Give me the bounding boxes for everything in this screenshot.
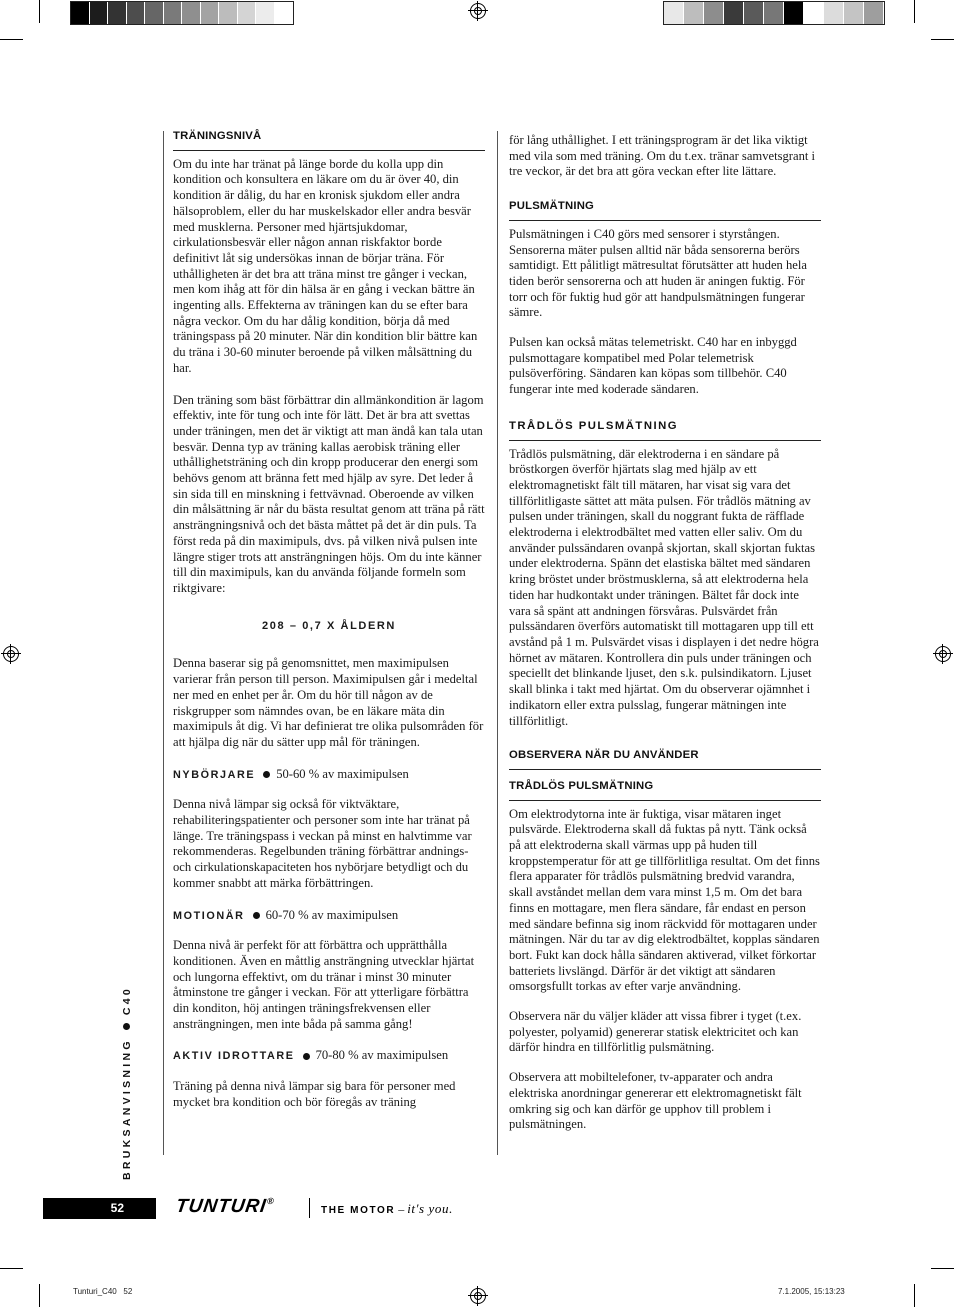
color-swatch bbox=[804, 2, 823, 24]
paragraph: Träning på denna nivå lämpar sig bara för personer med mycket bra kondition och bör föregås av träning bbox=[173, 1079, 456, 1109]
level-name: NYBÖRJARE bbox=[173, 768, 256, 781]
paragraph: Trådlös pulsmätning, där elektroderna i en sändare på bröstkorgen överför hjärtats slag med hjälp av ett elektromagnetiskt fält till mätaren, har visat sig vara det tillförlitligaste sättet att mäta pulsen. För trådlös mätning av pulsen under träningen, skall du noggrant fukta de räfflade elektroderna i elektrodbältet med vatten eller saliv. Om du använder pulssändaren ovanpå skjortan, skall skjortan fuktas under elektroderna. Spänn det elastiska bältet med sändaren kring bröstet under bröstmusklerna, så att elektroderna hela tiden har hudkontakt under träningen. Bältet får dock inte vara så spänt att andningen försvåras. Pulsvärdet från pulssändaren överförs automatiskt till mottagaren upp till ett avstånd på 1 m. Pulsvärdet visas i displayen i det nedre högra hörnet av mätaren. Kontrollera din puls under träningen och speciellt det blinkande ljuset, den s.k. pulsindikatorn. Ljuset skall blinka i takt med hjärtat. Om du observerar ojämnhet i indikatorn eller extra pulsslag, fungerar mätningen inte tillförlitligt. bbox=[509, 446, 819, 728]
left-column bbox=[173, 128, 485, 1125]
paragraph: för lång uthållighet. I ett träningsprogram är det lika viktigt med vila som med träning. Om du t.ex. tränar samvetsgrant i tre veckor, är det bra att göra veckan efter lite lättare. bbox=[509, 133, 816, 179]
color-swatch bbox=[664, 2, 683, 24]
bullet-icon bbox=[263, 771, 270, 778]
crop-mark bbox=[914, 1284, 915, 1307]
max-pulse-formula: 208 – 0,7 X ÅLDERN bbox=[262, 619, 396, 632]
bullet-icon bbox=[123, 1023, 130, 1030]
crop-mark bbox=[931, 1268, 954, 1269]
color-swatch bbox=[864, 2, 883, 24]
color-swatch bbox=[724, 2, 743, 24]
page-number-bar bbox=[43, 1198, 156, 1219]
color-swatch bbox=[127, 2, 145, 24]
registration-mark-icon bbox=[470, 1288, 486, 1304]
color-swatch bbox=[164, 2, 182, 24]
color-bar-right bbox=[663, 1, 885, 25]
section-heading-training-level: TRÄNINGSNIVÅ bbox=[173, 130, 262, 142]
color-swatch bbox=[844, 2, 863, 24]
color-swatch bbox=[744, 2, 763, 24]
color-swatch bbox=[219, 2, 237, 24]
paragraph: Denna baserar sig på genomsnittet, men maximipulsen varierar från person till person. Maximipulsen går i medeltal ner med en enhet per år. Om du hör till någon av de riskgrupper som nämndes ovan, be en läkare mäta din maximipuls åt dig. Vi har definierat tre olika pulsområden för att hjälpa dig när du sätter upp mål för träningen. bbox=[173, 656, 484, 749]
level-exerciser bbox=[173, 908, 485, 925]
color-swatch bbox=[824, 2, 843, 24]
level-active-athlete bbox=[173, 1048, 485, 1065]
registration-mark-icon bbox=[3, 646, 19, 662]
column-rule bbox=[163, 131, 164, 1155]
crop-mark bbox=[0, 39, 23, 40]
section-heading-note-when-using: OBSERVERA NÄR DU ANVÄNDER bbox=[509, 749, 699, 762]
paragraph: Denna nivå lämpar sig också för viktväktare, rehabiliteringspatienter och personer som inte har tränat på länge. Tre träningspass i veckan på minst en halvtimme var rekommenderas. Regelbunden träning förbättrar andnings- och cirkulationskapaciteten hos nybörjare betydligt och du kommer snabbt att märka förbättringen. bbox=[173, 797, 472, 890]
tagline-dash: – bbox=[395, 1202, 408, 1216]
crop-mark bbox=[39, 0, 40, 23]
paragraph: Pulsen kan också mätas telemetriskt. C40 har en inbyggd pulsmottagare kompatibel med Polar telemetrisk pulsöverföring. Sändaren kan köpas som tillbehör. C40 fungerar inte med koderade sändaren. bbox=[509, 335, 797, 397]
crop-mark bbox=[39, 1284, 40, 1307]
level-name: AKTIV IDROTTARE bbox=[173, 1050, 295, 1063]
file-info: Tunturi_C40 52 bbox=[73, 1287, 133, 1296]
level-name: MOTIONÄR bbox=[173, 909, 245, 922]
right-column bbox=[509, 133, 821, 1147]
color-swatch bbox=[201, 2, 219, 24]
registration-mark-icon bbox=[935, 646, 951, 662]
paragraph: Pulsmätningen i C40 görs med sensorer i styrstången. Sensorerna mäter pulsen alltid när båda sensorerna berörs samtidigt. Ett pålitligt mätresultat förutsätter att huden hela tiden berör sensorerna och att huden är aningen fuktig. För torr och för fuktig hud gör att handpulsmätningen fungerar sämre. bbox=[509, 226, 807, 320]
tagline-its-you: it's you. bbox=[407, 1201, 453, 1216]
section-heading-pulse-measurement: PULSMÄTNING bbox=[509, 200, 595, 213]
color-swatch bbox=[704, 2, 723, 24]
color-swatch bbox=[684, 2, 703, 24]
crop-mark bbox=[931, 39, 954, 40]
color-swatch bbox=[182, 2, 200, 24]
level-value: 70-80 % av maximipulsen bbox=[315, 1048, 449, 1063]
color-swatch bbox=[764, 2, 783, 24]
bullet-icon bbox=[253, 912, 260, 919]
crop-mark bbox=[914, 0, 915, 23]
color-bar-left bbox=[70, 1, 294, 25]
crop-mark bbox=[0, 1268, 23, 1269]
bullet-icon bbox=[303, 1053, 310, 1060]
column-rule bbox=[497, 131, 498, 1155]
color-swatch bbox=[275, 2, 293, 24]
paragraph: Denna nivå är perfekt för att förbättra och upprätthålla konditionen. Även en måttlig ansträngning utvecklar hjärtat och lungorna effektivt, om du tränar i minst 30 minuter åtminstone tre gånger i veckan. För att ytterligare förbättra din konditon, höj antingen träningsfrekvensen eller ansträngningen, men inte båda på samma gång! bbox=[173, 938, 475, 1031]
registered-mark: ® bbox=[266, 1196, 276, 1206]
side-label-model: C40 bbox=[121, 985, 133, 1016]
level-value: 60-70 % av maximipulsen bbox=[265, 907, 399, 922]
date-info: 7.1.2005, 15:13:23 bbox=[778, 1287, 845, 1296]
paragraph: Den träning som bäst förbättrar din allmänkondition är lagom effektiv, inte för tung och inte för lätt. Det är bra att svettas under träningen, men det är viktigt att man ändå kan tala utan besvär. Denna typ av träning kallas aerobisk träning eller uthållighetsträning och din kropp producerar den energi som behövs genom att bränna fett med hjälp av syre. Det leder å sin sida till en minskning i fettvävnad. Oberoende av vilken din målsättning är når du bästa resultat genom att träna på rätt ansträngningsnivå och det bästa måttet på det är din puls. Ta först reda på din maximipuls, dvs. på vilken nivå pulsen inte längre stiger trots att ansträngningen höjs. Om du inte känner till din maximipuls, kan du använda följande formeln som riktgivare: bbox=[173, 392, 485, 595]
side-label-manual: BRUKSANVISNING bbox=[121, 1038, 133, 1180]
tagline-motor: THE MOTOR bbox=[321, 1205, 396, 1216]
paragraph: Om elektrodytorna inte är fuktiga, visar mätaren inget pulsvärde. Elektroderna skall då fuktas på nytt. Tänk också på att elektroderna skall värmas upp på huden till kroppstemperatur för att ge tillförlitliga resultat. Om det finns flera apparater för trådlös pulsmätning bredvid varandra, skall avståndet mellan dem vara minst 1,5 m. Om det bara finns en mottagare, men flera sändare, får endast en person med sändare befinna sig inom räckvidd för mottagaren under mätningen. När du tar av dig elektrodbältet, kopplas sändaren bort. Fukt kan dock hålla sändaren aktiverad, vilket förkortar batteriets livslängd. Därför är det viktigt att sändaren omsorgsfullt torkas av efter varje användning. bbox=[509, 806, 820, 994]
tagline-divider bbox=[309, 1198, 310, 1218]
color-swatch bbox=[145, 2, 163, 24]
page-number: 52 bbox=[110, 1201, 124, 1215]
brand-name: TUNTURI bbox=[174, 1196, 268, 1217]
color-swatch bbox=[784, 2, 803, 24]
color-swatch bbox=[108, 2, 126, 24]
paragraph: Observera när du väljer kläder att vissa fibrer i tyget (t.ex. polyester, polyamid) genererar statisk elektricitet och kan därför hindra en tillförlitlig pulsmätning. bbox=[509, 1009, 802, 1055]
level-beginner bbox=[173, 767, 485, 784]
brand-logo bbox=[174, 1196, 275, 1218]
color-swatch bbox=[71, 2, 89, 24]
color-swatch bbox=[90, 2, 108, 24]
color-swatch bbox=[256, 2, 274, 24]
paragraph: Observera att mobiltelefoner, tv-apparater och andra elektriska anordningar genererar ett elektromagnetiskt fält omkring sig och kan därför ge upphov till problem i pulsmätningen. bbox=[509, 1070, 802, 1132]
color-swatch bbox=[238, 2, 256, 24]
paragraph: Om du inte har tränat på länge borde du kolla upp din kondition och konsultera en läkare om du är över 40, din kondition är dålig, du har en kronisk sjukdom eller andra hälsoproblem, eller du har muskelskador eller andra besvär med musklerna. Personer med hjärtsjukdomar, cirkulationsbesvär eller någon annan riskfaktor borde definitivt låt sig undersökas innan de börjar träna. För uthålligheten är det bra att träna minst tre gånger i veckan, men kom ihåg att för din hälsa är en gång i veckan bättre än ingenting alls. Effekterna av träningen kan du se efter bara några veckor. Om du har dålig kondition, börja då med träningspass på 20 minuter. När din kondition blir bättre kan du träna i 30-60 minuter beroende på vilken målsättning du har. bbox=[173, 156, 478, 375]
registration-mark-icon bbox=[470, 3, 486, 19]
side-label bbox=[121, 986, 133, 1180]
section-heading-wireless-pulse: TRÅDLÖS PULSMÄTNING bbox=[509, 419, 679, 432]
section-heading-note-wireless: TRÅDLÖS PULSMÄTNING bbox=[509, 779, 654, 792]
level-value: 50-60 % av maximipulsen bbox=[276, 766, 409, 781]
tagline bbox=[321, 1200, 453, 1218]
